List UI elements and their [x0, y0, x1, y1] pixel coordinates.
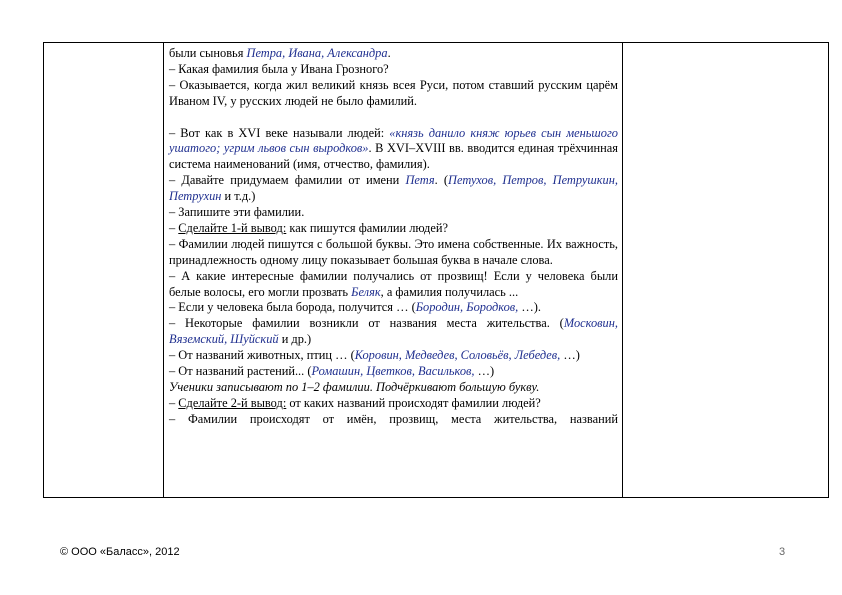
page-number: 3 [779, 546, 786, 558]
text-paragraph: – Фамилии людей пишутся с большой буквы. Это имена собственные. Их важность, принадлежность одному лицу показывает большая буква в начале слова. [169, 236, 618, 267]
text-paragraph: – Давайте придумаем фамилии от имени Петя. (Петухов, Петров, Петрушкин, Петрухин и т.д.) [169, 173, 618, 204]
text-paragraph: – Некоторые фамилии возникли от названия места жительства. (Московин, Вяземский, Шуйский и др.) [169, 316, 618, 347]
text-paragraph: – А какие интересные фамилии получались от прозвищ! Если у человека были белые волосы, его могли прозвать Беляк, а фамилия получилась ... [169, 268, 618, 299]
column-divider-right [622, 43, 623, 497]
student-instruction: Ученики записывают по 1–2 фамилии. Подчёркивают большую букву. [169, 380, 540, 395]
answer-paragraph: – Оказывается, когда жил великий князь всея Руси, потом ставший русским царём Иваном IV, у русских людей не было фамилий. [169, 77, 618, 108]
copyright-footer: © ООО «Баласс», 2012 [60, 546, 180, 558]
paragraph-gap [169, 110, 618, 126]
column-divider-left [163, 43, 164, 497]
text-paragraph: – Вот как в XVI веке называли людей: «князь данило княж юрьев сын меньшого ушатого; угрим львов сын выродков». В XVI–XVIII вв. вводится единая трёхчинная система наименований (имя, отчество, фамилия). [169, 125, 618, 172]
conclusion-line: – Сделайте 1-й вывод: как пишутся фамилии людей? [169, 220, 448, 235]
example-names: Петра, Ивана, Александра [246, 46, 388, 60]
text-line: – Фамилии происходят от имён, прозвищ, места жительства, названий [169, 411, 618, 426]
text-line: были сыновья Петра, Ивана, Александра. [169, 46, 391, 60]
text-line: – От названий растений... (Ромашин, Цветков, Васильков, …) [169, 364, 495, 379]
text-paragraph: – От названий животных, птиц … (Коровин, Медведев, Соловьёв, Лебедев, …) [169, 348, 580, 363]
lesson-table [43, 42, 829, 498]
example-surnames: Петухов, Петров, Петрушкин, Петрухин [169, 173, 618, 204]
historical-names-quote: «князь данило княж юрьев сын меньшого ушатого; угрим львов сын выродков» [169, 125, 618, 156]
text-line: – Если у человека была борода, получится … (Бородин, Бородков, …). [169, 300, 541, 315]
text-line: – Запишите эти фамилии. [169, 205, 305, 220]
question-line: – Какая фамилия была у Ивана Грозного? [169, 61, 389, 76]
lesson-text-cell [169, 46, 618, 428]
conclusion-line: – Сделайте 2-й вывод: от каких названий происходят фамилии людей? [169, 395, 541, 410]
